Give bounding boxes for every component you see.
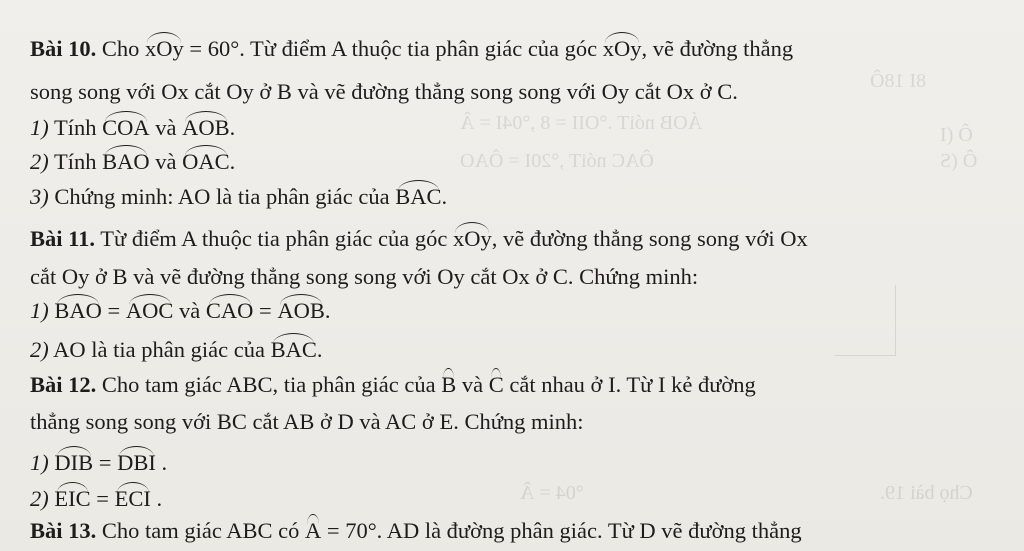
p11-q1 [30, 300, 1004, 323]
text: = [90, 486, 115, 511]
text: = [253, 298, 278, 323]
text: , vẽ đường thẳng song song với Ox [491, 226, 808, 251]
p11-statement [30, 228, 1004, 251]
angle-symbol: BAC [395, 184, 442, 209]
angle-symbol: AOB [182, 115, 230, 140]
angle-symbol: BAC [270, 337, 317, 362]
angle-symbol: BAO [54, 298, 102, 323]
problem-title: Bài 13. [30, 518, 97, 543]
text: Từ điểm A thuộc tia phân giác của góc [95, 226, 453, 251]
item-number: 1) [30, 115, 49, 140]
angle-symbol: xOy [602, 36, 642, 61]
angle-symbol: xOy [145, 36, 184, 61]
bleed-text: Chọ bài 19. [880, 482, 973, 504]
angle-symbol: B [441, 372, 457, 397]
bleed-text: °04 = Â [520, 482, 584, 504]
text: . [324, 298, 331, 323]
item-number: 1) [30, 450, 49, 475]
p11-q2 [30, 339, 1004, 362]
problem-title: Bài 11. [30, 226, 96, 251]
text: . [150, 486, 163, 511]
text: = 60°. Từ điểm A thuộc tia phân giác của góc [183, 36, 603, 61]
text: = 70°. AD là đường phân giác. Từ D vẽ đường thẳng [321, 518, 802, 543]
p11-statement-2: cắt Oy ở B và vẽ đường thẳng song song với Oy cắt Ox ở C. Chứng minh: [30, 264, 699, 289]
text: AO là tia phân giác của [53, 337, 271, 362]
p10-q1 [30, 117, 1004, 140]
text: . [229, 115, 236, 140]
text: Cho tam giác ABC, tia phân giác của [96, 372, 442, 397]
angle-symbol: OAC [182, 149, 230, 174]
p12-q2 [30, 488, 1004, 511]
angle-symbol: DIB [54, 450, 94, 475]
item-number: 1) [30, 298, 49, 323]
text: . [441, 184, 448, 209]
angle-symbol: BAO [102, 149, 150, 174]
angle-symbol: CAO [205, 298, 254, 323]
text: . [155, 450, 168, 475]
angle-symbol: COA [102, 115, 150, 140]
p10-q2 [30, 151, 1004, 174]
angle-symbol: AOC [125, 298, 174, 323]
angle-symbol: C [488, 372, 504, 397]
angle-symbol: DBI [117, 450, 156, 475]
angle-symbol: ECI [114, 486, 151, 511]
p12-statement [30, 374, 1004, 397]
item-number: 2) [30, 486, 49, 511]
p13-statement [30, 520, 1004, 543]
bleed-text: ÁOB nóiT .°OII = 8 ,°04I = Â [460, 112, 703, 134]
angle-symbol: EIC [54, 486, 91, 511]
p10-statement-2: song song với Ox cắt Oy ở B và vẽ đường thẳng song song với Oy cắt Ox ở C. [30, 79, 738, 104]
angle-symbol: xOy [452, 226, 492, 251]
bleed-text: ÔAC nóiT ,°20I = ÔAO [460, 150, 654, 172]
item-number: 3) [30, 184, 49, 209]
text: Tính [53, 115, 103, 140]
bleed-text: Ô (S [940, 150, 978, 172]
text: Cho tam giác ABC có [96, 518, 305, 543]
text: Cho [101, 36, 146, 61]
item-number: 2) [30, 149, 49, 174]
text: cắt nhau ở I. Từ I kẻ đường [503, 372, 756, 397]
angle-symbol: AOB [277, 298, 325, 323]
bleed-text: Ô (I [940, 124, 973, 146]
text: và [456, 372, 489, 397]
text: = [101, 298, 126, 323]
text: . [316, 337, 323, 362]
p10-statement [30, 38, 1004, 61]
text: và [173, 298, 206, 323]
text: Tính [53, 149, 103, 174]
text: Chứng minh: AO là tia phân giác của [54, 184, 396, 209]
angle-symbol: A [305, 518, 322, 543]
text: . [229, 149, 236, 174]
p12-statement-2: thẳng song song với BC cắt AB ở D và AC ở E. Chứng minh: [30, 409, 584, 434]
text: và [149, 149, 183, 174]
problem-title: Bài 10. [30, 36, 97, 61]
text: , vẽ đường thẳng [641, 36, 794, 61]
text: = [93, 450, 118, 475]
text: và [149, 115, 183, 140]
p12-q1 [30, 452, 1004, 475]
problem-title: Bài 12. [30, 372, 97, 397]
p10-q3 [30, 186, 1004, 209]
item-number: 2) [30, 337, 49, 362]
bleed-text: 8I 18Ô [870, 70, 927, 92]
